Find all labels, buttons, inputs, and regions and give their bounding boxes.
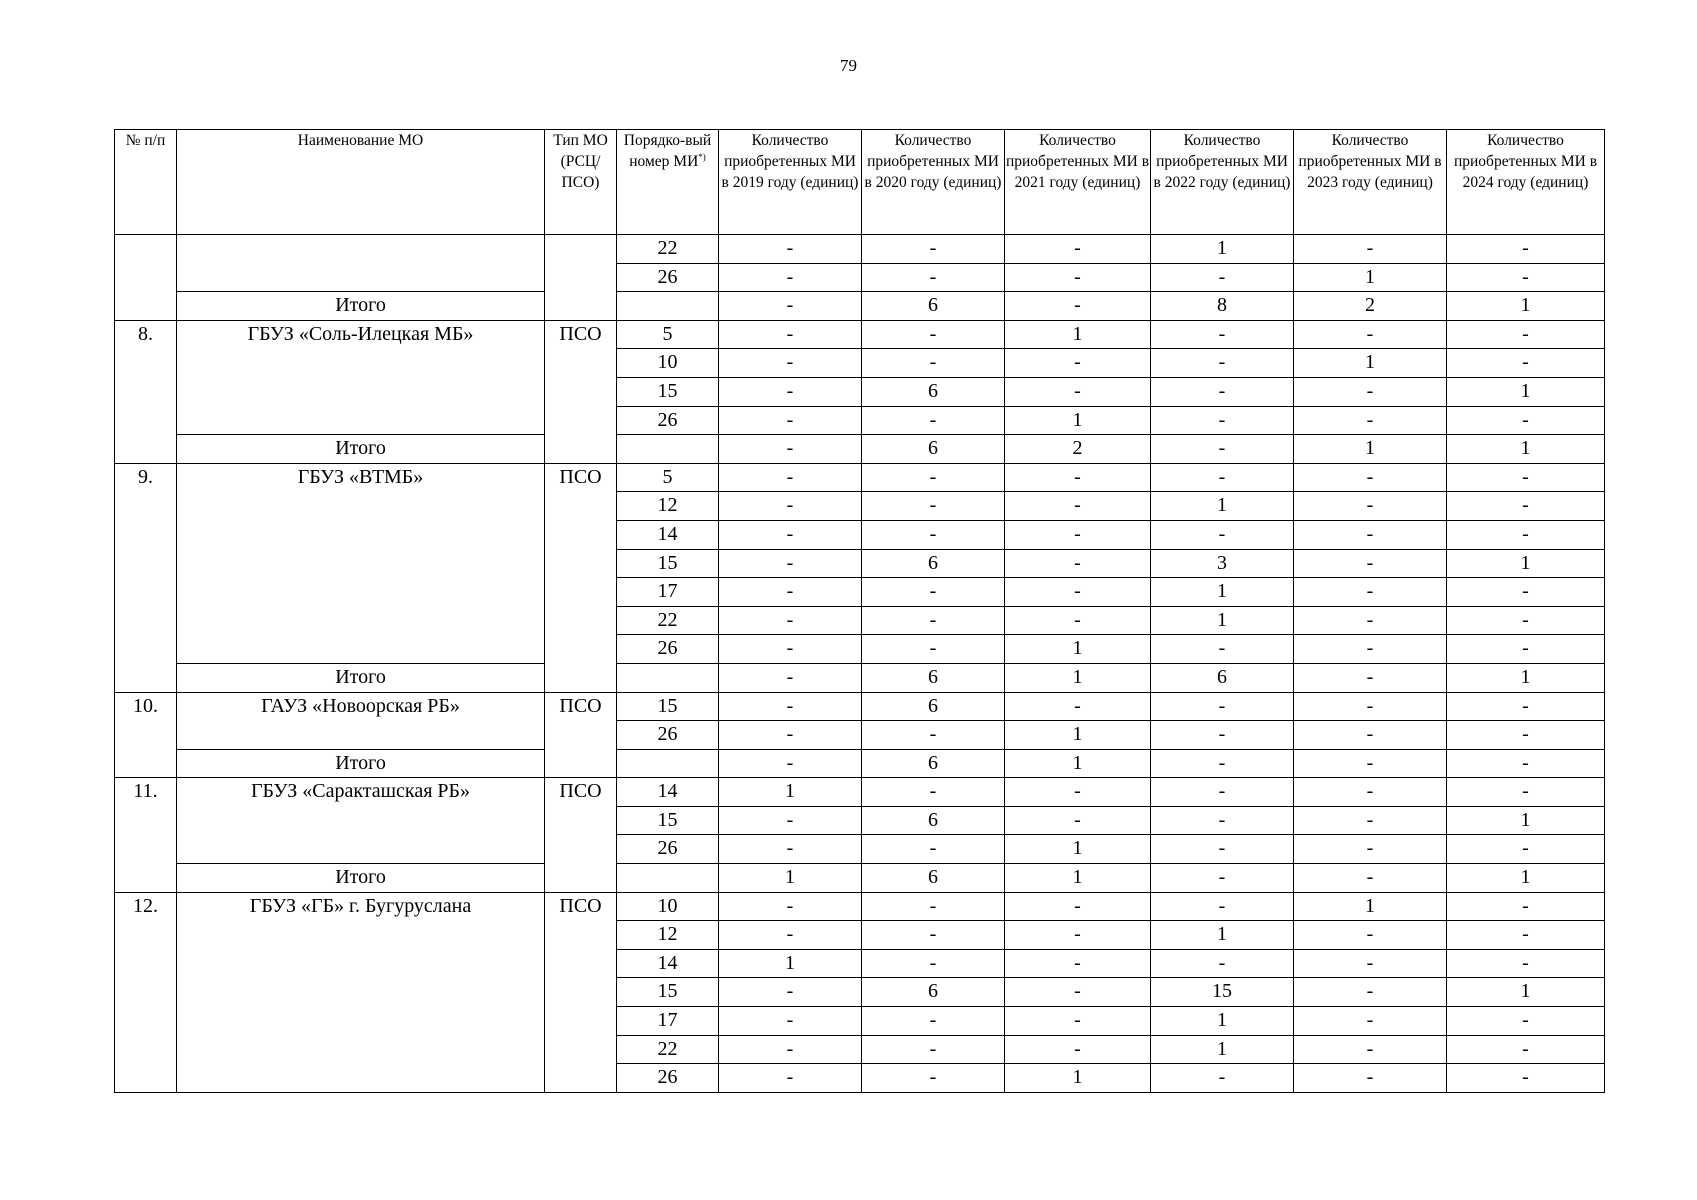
value-cell: 1 — [1005, 320, 1151, 349]
value-cell: 1 — [1151, 578, 1294, 607]
value-cell: 1 — [719, 778, 862, 807]
order-number-cell: 14 — [617, 949, 719, 978]
value-cell: - — [1294, 606, 1447, 635]
value-cell: - — [862, 606, 1005, 635]
table-row — [115, 892, 1605, 921]
value-cell: - — [1294, 406, 1447, 435]
total-value-cell: - — [719, 663, 862, 692]
total-value-cell: 1 — [719, 864, 862, 893]
value-cell: - — [1294, 921, 1447, 950]
value-cell: 6 — [862, 978, 1005, 1007]
value-cell: - — [719, 463, 862, 492]
value-cell: - — [1294, 778, 1447, 807]
value-cell: - — [1447, 263, 1605, 292]
total-value-cell: - — [1447, 749, 1605, 778]
total-value-cell: - — [1151, 864, 1294, 893]
value-cell: 1 — [1151, 1035, 1294, 1064]
value-cell: - — [862, 778, 1005, 807]
value-cell: - — [1447, 892, 1605, 921]
value-cell: - — [862, 320, 1005, 349]
header-order-sup: *) — [698, 151, 706, 162]
value-cell: - — [1005, 578, 1151, 607]
value-cell: - — [862, 1064, 1005, 1093]
value-cell: - — [1447, 778, 1605, 807]
value-cell: 15 — [1151, 978, 1294, 1007]
value-cell: - — [1447, 578, 1605, 607]
total-value-cell: 2 — [1005, 435, 1151, 464]
total-row — [115, 292, 1605, 321]
mo-type: ПСО — [545, 892, 617, 1092]
order-number-cell: 15 — [617, 692, 719, 721]
value-cell: - — [719, 1064, 862, 1093]
header-2024: Количество приобретенных МИ в 2024 году (единиц) — [1447, 130, 1605, 235]
mo-type: ПСО — [545, 778, 617, 892]
total-value-cell: 6 — [1151, 663, 1294, 692]
value-cell: 1 — [1151, 921, 1294, 950]
total-value-cell: 1 — [1005, 749, 1151, 778]
value-cell: 1 — [1447, 806, 1605, 835]
value-cell: - — [1447, 835, 1605, 864]
order-number-cell: 26 — [617, 721, 719, 750]
mo-name: ГБУЗ «ВТМБ» — [177, 463, 545, 663]
value-cell: - — [719, 1007, 862, 1036]
total-value-cell: 1 — [1447, 663, 1605, 692]
total-label: Итого — [177, 663, 545, 692]
row-number: 8. — [115, 320, 177, 463]
total-value-cell: 1 — [1005, 864, 1151, 893]
value-cell: 6 — [862, 806, 1005, 835]
total-order-cell — [617, 435, 719, 464]
order-number-cell: 26 — [617, 635, 719, 664]
value-cell: - — [862, 949, 1005, 978]
mo-name — [177, 235, 545, 292]
order-number-cell: 15 — [617, 549, 719, 578]
value-cell: - — [719, 263, 862, 292]
mo-type: ПСО — [545, 692, 617, 778]
value-cell: - — [1151, 892, 1294, 921]
value-cell: - — [1294, 492, 1447, 521]
total-value-cell: - — [719, 292, 862, 321]
mo-name: ГБУЗ «Саракташская РБ» — [177, 778, 545, 864]
value-cell: - — [1151, 835, 1294, 864]
value-cell: 6 — [862, 549, 1005, 578]
row-number: 11. — [115, 778, 177, 892]
value-cell: - — [719, 406, 862, 435]
value-cell: - — [862, 520, 1005, 549]
value-cell: - — [1294, 549, 1447, 578]
value-cell: 1 — [1005, 406, 1151, 435]
value-cell: 1 — [1447, 978, 1605, 1007]
value-cell: - — [862, 921, 1005, 950]
equipment-table — [114, 129, 1605, 1093]
value-cell: - — [719, 978, 862, 1007]
value-cell: - — [1005, 349, 1151, 378]
table-row — [115, 320, 1605, 349]
total-value-cell: 1 — [1447, 864, 1605, 893]
value-cell: - — [1151, 949, 1294, 978]
table-row — [115, 692, 1605, 721]
value-cell: - — [1294, 578, 1447, 607]
value-cell: - — [1294, 721, 1447, 750]
value-cell: - — [1005, 1035, 1151, 1064]
mo-name: ГБУЗ «ГБ» г. Бугуруслана — [177, 892, 545, 1092]
header-2020: Количество приобретенных МИ в 2020 году (единиц) — [862, 130, 1005, 235]
total-value-cell: 1 — [1447, 435, 1605, 464]
value-cell: - — [719, 492, 862, 521]
value-cell: 1 — [1294, 892, 1447, 921]
total-value-cell: 1 — [1447, 292, 1605, 321]
value-cell: - — [1447, 635, 1605, 664]
value-cell: - — [719, 921, 862, 950]
value-cell: - — [862, 463, 1005, 492]
mo-type — [545, 235, 617, 321]
value-cell: - — [1447, 320, 1605, 349]
total-value-cell: - — [1294, 864, 1447, 893]
value-cell: - — [1294, 806, 1447, 835]
value-cell: - — [719, 806, 862, 835]
value-cell: - — [1447, 721, 1605, 750]
value-cell: - — [1294, 949, 1447, 978]
mo-name: ГАУЗ «Новоорская РБ» — [177, 692, 545, 749]
table-row — [115, 778, 1605, 807]
value-cell: - — [1151, 349, 1294, 378]
value-cell: - — [1005, 1007, 1151, 1036]
value-cell: 1 — [1151, 235, 1294, 264]
value-cell: - — [1151, 263, 1294, 292]
value-cell: 1 — [1005, 1064, 1151, 1093]
value-cell: - — [1447, 1035, 1605, 1064]
value-cell: - — [1151, 692, 1294, 721]
value-cell: 1 — [1151, 492, 1294, 521]
order-number-cell: 10 — [617, 349, 719, 378]
value-cell: - — [1447, 1007, 1605, 1036]
value-cell: 3 — [1151, 549, 1294, 578]
value-cell: - — [862, 1007, 1005, 1036]
value-cell: - — [1294, 835, 1447, 864]
value-cell: - — [719, 549, 862, 578]
value-cell: - — [1447, 463, 1605, 492]
value-cell: - — [1151, 377, 1294, 406]
order-number-cell: 26 — [617, 835, 719, 864]
value-cell: 1 — [1005, 835, 1151, 864]
value-cell: - — [1294, 520, 1447, 549]
order-number-cell: 15 — [617, 377, 719, 406]
value-cell: 6 — [862, 377, 1005, 406]
mo-name: ГБУЗ «Соль-Илецкая МБ» — [177, 320, 545, 434]
value-cell: 1 — [1151, 1007, 1294, 1036]
value-cell: - — [1151, 1064, 1294, 1093]
value-cell: - — [1294, 235, 1447, 264]
value-cell: - — [719, 692, 862, 721]
value-cell: - — [1447, 349, 1605, 378]
value-cell: - — [1294, 1064, 1447, 1093]
order-number-cell: 26 — [617, 263, 719, 292]
value-cell: - — [1005, 263, 1151, 292]
value-cell: - — [862, 235, 1005, 264]
value-cell: - — [719, 606, 862, 635]
total-value-cell: 6 — [862, 435, 1005, 464]
value-cell: - — [719, 235, 862, 264]
value-cell: - — [719, 320, 862, 349]
value-cell: - — [719, 377, 862, 406]
total-row — [115, 749, 1605, 778]
header-order-text: Порядко-вый номер МИ — [623, 132, 712, 170]
header-num: № п/п — [115, 130, 177, 235]
value-cell: - — [1294, 635, 1447, 664]
total-order-cell — [617, 292, 719, 321]
order-number-cell: 15 — [617, 978, 719, 1007]
value-cell: - — [719, 520, 862, 549]
total-value-cell: - — [1151, 435, 1294, 464]
total-row — [115, 663, 1605, 692]
value-cell: - — [1447, 921, 1605, 950]
row-number: 9. — [115, 463, 177, 692]
value-cell: 1 — [1447, 377, 1605, 406]
order-number-cell: 12 — [617, 921, 719, 950]
value-cell: - — [862, 1035, 1005, 1064]
value-cell: - — [719, 892, 862, 921]
value-cell: - — [1294, 377, 1447, 406]
total-value-cell: 2 — [1294, 292, 1447, 321]
value-cell: - — [1005, 806, 1151, 835]
header-2023: Количество приобретенных МИ в 2023 году (единиц) — [1294, 130, 1447, 235]
total-row — [115, 864, 1605, 893]
value-cell: - — [1005, 549, 1151, 578]
total-value-cell: - — [1294, 663, 1447, 692]
order-number-cell: 15 — [617, 806, 719, 835]
value-cell: - — [1294, 692, 1447, 721]
total-value-cell: 6 — [862, 292, 1005, 321]
value-cell: - — [1447, 492, 1605, 521]
value-cell: - — [1005, 520, 1151, 549]
header-type: Тип МО (РСЦ/ ПСО) — [545, 130, 617, 235]
row-number — [115, 235, 177, 321]
order-number-cell: 22 — [617, 235, 719, 264]
value-cell: - — [862, 263, 1005, 292]
total-label: Итого — [177, 292, 545, 321]
total-label: Итого — [177, 435, 545, 464]
value-cell: 1 — [1005, 721, 1151, 750]
total-value-cell: 1 — [1005, 663, 1151, 692]
value-cell: - — [862, 892, 1005, 921]
value-cell: 6 — [862, 692, 1005, 721]
value-cell: - — [1447, 606, 1605, 635]
total-label: Итого — [177, 864, 545, 893]
total-order-cell — [617, 864, 719, 893]
order-number-cell: 14 — [617, 520, 719, 549]
order-number-cell: 14 — [617, 778, 719, 807]
value-cell: - — [862, 835, 1005, 864]
value-cell: - — [1151, 463, 1294, 492]
total-order-cell — [617, 663, 719, 692]
value-cell: - — [1005, 377, 1151, 406]
total-value-cell: - — [719, 435, 862, 464]
header-2021: Количество приобретенных МИ в 2021 году (единиц) — [1005, 130, 1151, 235]
value-cell: 1 — [1151, 606, 1294, 635]
value-cell: - — [1151, 806, 1294, 835]
row-number: 12. — [115, 892, 177, 1092]
value-cell: 1 — [719, 949, 862, 978]
value-cell: - — [1294, 1035, 1447, 1064]
total-label: Итого — [177, 749, 545, 778]
order-number-cell: 5 — [617, 463, 719, 492]
value-cell: - — [1151, 635, 1294, 664]
value-cell: - — [1005, 492, 1151, 521]
value-cell: - — [1447, 406, 1605, 435]
value-cell: - — [719, 578, 862, 607]
total-order-cell — [617, 749, 719, 778]
order-number-cell: 17 — [617, 1007, 719, 1036]
value-cell: - — [1005, 978, 1151, 1007]
value-cell: - — [1151, 778, 1294, 807]
value-cell: - — [862, 492, 1005, 521]
value-cell: - — [1151, 320, 1294, 349]
value-cell: 1 — [1447, 549, 1605, 578]
value-cell: - — [719, 721, 862, 750]
total-value-cell: 1 — [1294, 435, 1447, 464]
total-row — [115, 435, 1605, 464]
table-row — [115, 463, 1605, 492]
header-name: Наименование МО — [177, 130, 545, 235]
value-cell: - — [1151, 721, 1294, 750]
header-2022: Количество приобретенных МИ в 2022 году (единиц) — [1151, 130, 1294, 235]
value-cell: - — [1294, 320, 1447, 349]
total-value-cell: 8 — [1151, 292, 1294, 321]
value-cell: - — [862, 635, 1005, 664]
value-cell: - — [1294, 463, 1447, 492]
value-cell: - — [719, 349, 862, 378]
value-cell: - — [862, 349, 1005, 378]
value-cell: 1 — [1294, 349, 1447, 378]
value-cell: - — [1005, 778, 1151, 807]
total-value-cell: - — [1151, 749, 1294, 778]
value-cell: - — [1005, 463, 1151, 492]
value-cell: - — [1447, 1064, 1605, 1093]
value-cell: - — [1294, 978, 1447, 1007]
value-cell: - — [1447, 949, 1605, 978]
table-body — [115, 235, 1605, 1093]
value-cell: - — [1447, 692, 1605, 721]
value-cell: - — [1447, 520, 1605, 549]
value-cell: - — [862, 721, 1005, 750]
mo-type: ПСО — [545, 463, 617, 692]
value-cell: - — [1005, 892, 1151, 921]
order-number-cell: 26 — [617, 406, 719, 435]
value-cell: - — [862, 406, 1005, 435]
order-number-cell: 5 — [617, 320, 719, 349]
total-value-cell: - — [719, 749, 862, 778]
value-cell: - — [719, 835, 862, 864]
value-cell: - — [719, 635, 862, 664]
value-cell: - — [1005, 235, 1151, 264]
mo-type: ПСО — [545, 320, 617, 463]
total-value-cell: 6 — [862, 864, 1005, 893]
header-2019: Количество приобретенных МИ в 2019 году (единиц) — [719, 130, 862, 235]
value-cell: 1 — [1294, 263, 1447, 292]
value-cell: - — [1005, 692, 1151, 721]
table-row — [115, 235, 1605, 264]
row-number: 10. — [115, 692, 177, 778]
order-number-cell: 22 — [617, 606, 719, 635]
page-number: 79 — [840, 56, 857, 75]
header-order — [617, 130, 719, 235]
value-cell: - — [1005, 949, 1151, 978]
header-row — [115, 130, 1605, 235]
order-number-cell: 17 — [617, 578, 719, 607]
value-cell: - — [1005, 921, 1151, 950]
value-cell: - — [1151, 520, 1294, 549]
order-number-cell: 10 — [617, 892, 719, 921]
value-cell: - — [1005, 606, 1151, 635]
total-value-cell: 6 — [862, 663, 1005, 692]
value-cell: - — [1294, 1007, 1447, 1036]
value-cell: 1 — [1005, 635, 1151, 664]
value-cell: - — [1151, 406, 1294, 435]
total-value-cell: - — [1005, 292, 1151, 321]
order-number-cell: 26 — [617, 1064, 719, 1093]
order-number-cell: 22 — [617, 1035, 719, 1064]
total-value-cell: 6 — [862, 749, 1005, 778]
value-cell: - — [862, 578, 1005, 607]
value-cell: - — [1447, 235, 1605, 264]
value-cell: - — [719, 1035, 862, 1064]
order-number-cell: 12 — [617, 492, 719, 521]
total-value-cell: - — [1294, 749, 1447, 778]
